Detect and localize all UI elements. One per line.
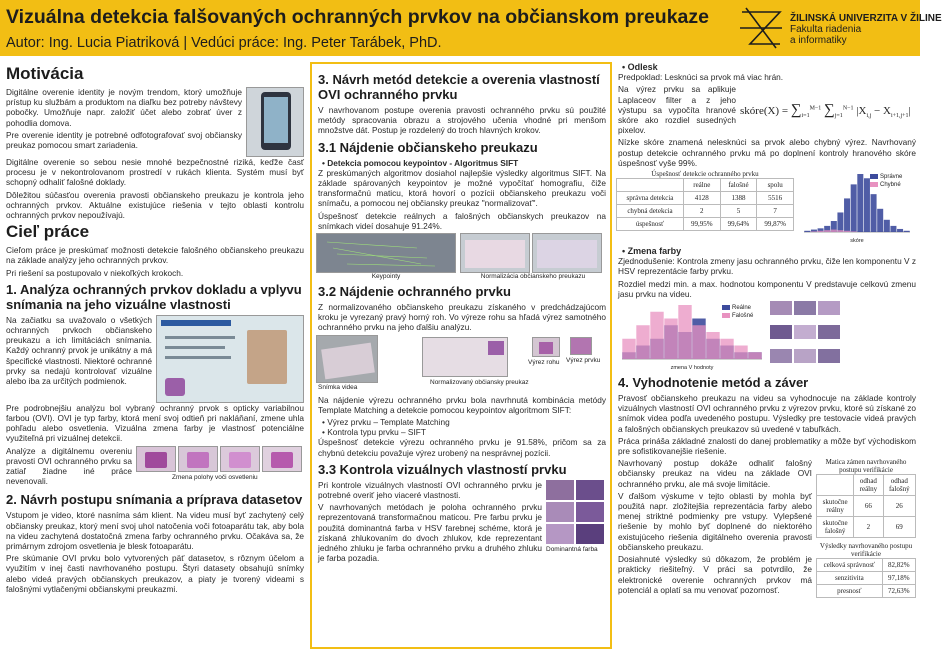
ovi-caption: Zmena polohy voči osvetleniu [172,473,258,481]
matrix-table-title: Matica zámen navrhovaného postupu verifikácie [825,458,907,475]
section-4-paragraph-4: V ďalšom výskume v tejto oblasti by mohla byť použitá napr. zložitejšia reprezentácia farby alebo menej striktné podmienky pre vstupy. Vylepšené riešenie by mohlo byť doplnené do niektorého existujúceho riešenia digitálneho overenia pravosti občianskeho preukazu. [618,490,812,552]
odlesk-table-cell: 5516 [757,192,794,205]
section-3-3-paragraph-1: Pri kontrole vizuálnych vlastností OVI ochranného prvku je potrebné overiť jeho viaceré vlastnosti. [318,479,542,501]
normalized-card-image [422,337,508,377]
ovi-sample-2 [178,446,218,472]
section-3-2-bullet-1: • Výrez prvku – Template Matching [322,417,450,428]
id-card-image [156,315,304,403]
histogram-bar-Správne [844,198,850,232]
section-3-2-paragraph-2: Na nájdenie výrezu ochranného prvku bola navrhnutá kombinácia metódy Template Matching a detekcie pomocou keypointov algoritmom SIFT: [318,394,606,415]
odlesk-table-cell: 7 [757,205,794,218]
zmena-heading: • Zmena farby [622,246,682,257]
histogram-bar-Falošné [650,312,663,359]
element-crop-image [570,337,592,355]
legend-label: Reálne [732,305,752,312]
section-1-paragraph-3: Analýze a digitálnemu overeniu pravosti OVI ochranného prvku sa zatiaľ žiadne iné práce nevenovali. [6,445,132,487]
zmena-sample-8 [794,349,816,363]
histogram-bar-Správne [897,229,903,232]
zmena-sample-1 [770,301,792,315]
section-3-1-heading: 3.1 Nájdenie občianskeho preukazu [318,139,538,155]
section-3-2-bullet-1-text: Výrez prvku – Template Matching [327,417,450,428]
legend-label: Falošné [732,313,754,320]
odlesk-table-cell: 2 [683,205,720,218]
section-3-3-heading: 3.3 Kontrola vizuálnych vlastností prvku [318,461,567,477]
legend-label: Správne [880,174,903,181]
histogram-bar-Správne [890,226,896,232]
ovi-sample-1 [136,446,176,472]
legend-swatch [870,182,878,187]
zmena-sample-3 [818,301,840,315]
odlesk-table-cell: správna detekcia [617,192,684,205]
histogram-bar-Správne [884,220,890,232]
histogram-bar-Chybné [831,230,837,232]
odlesk-table-header-row [617,179,794,192]
zmena-paragraph-2: Rozdiel medzi min. a max. hodnotou komponentu V predstavuje celkovú zmenu jasu prvku na videu. [618,278,916,299]
histogram-bar-Falošné [622,339,635,359]
section-3-1-bullet: • Detekcia pomocou keypointov - Algoritmus SIFT [322,157,519,168]
matrix-table-header-row [817,475,916,496]
legend-swatch [722,305,730,310]
odlesk-table-header-cell: spolu [757,179,794,192]
matrix-table-header-cell: odhad falošný [883,475,915,496]
histogram-bar-Falošné [720,339,733,359]
keypoints-caption: Keypointy [371,273,401,281]
histogram-bar-Falošné [692,325,705,359]
histogram-x-label: zmena V hodnoty [670,365,714,372]
zmena-sample-2 [794,301,816,315]
results-table-cell: 97,18% [882,572,915,585]
ciel-heading: Cieľ práce [6,222,90,242]
zmena-sample-7 [770,349,792,363]
results-table-row [817,585,916,598]
histogram-bar-Chybné [851,231,857,232]
normalization-image-2 [532,233,602,273]
swatch-4 [576,502,604,522]
section-1-paragraph-2: Pre podrobnejšiu analýzu bol vybraný ochranný prvok s opticky variabilnou farbou (OVI). OVI je typ farby, ktorá mení svoj odtieň pri nakláňaní, zmene uhla pohľadu alebo osvetlenia. Vizuálna zmena farby je vlastnosť potenciálne využiteľná pri vizuálnej detekcii. [6,402,304,444]
results-table-title: Výsledky navrhovaného postupu verifikácie [819,542,913,559]
section-4-paragraph-3: Navrhovaný postup dokáže odhaliť falošný občiansky preukaz na videu na základe OVI ochranného prvku, ale má svoje limitácie. [618,458,812,489]
histogram-bar-Falošné [734,346,747,360]
keypoints-lines [317,234,457,274]
histogram-bar-Správne [837,212,843,232]
zmena-sample-grid [770,301,840,371]
zmena-sample-6 [818,325,840,339]
results-table [816,558,916,598]
histogram-bar-Falošné [748,352,761,359]
poster-title: Vizuálna detekcia falšovaných ochranných prvkov na občianskom preukaze [6,6,709,28]
normalization-caption: Normalizácia občianskeho preukazu [480,273,586,281]
section-2-paragraph-2: Pre skúmanie OVI prvku bolo vytvorených päť datasetov, s rôznym účelom a využitím v inej časti navrhovaného postupu. Štyri datasety obsahujú snímky alebo videá pravých občianskych preukazov, a piaty je tvorený videami s falošnými vytlačenými občianskymi preukazmi. [6,553,304,594]
section-2-heading: 2. Návrh postupu snímania a príprava datasetov [6,492,303,508]
zmena-paragraph-1: Zjednodušenie: Kontrola zmeny jasu ochranného prvku, čiže len komponentu V z HSV reprezentácie farby prvku. [618,256,916,277]
swatch-1 [546,480,574,500]
section-3-2-bullet-2-text: Kontrola typu prvku – SIFT [327,427,426,438]
results-table-cell: presnosť [817,585,883,598]
swatch-6 [576,524,604,544]
motivacia-paragraph-1: Digitálne overenie identity je novým trendom, ktorý umožňuje prístup ku službám a produktom na diaľku bez potreby návštevy pobočky. Umožňuje napr. založiť účet alebo zobrať úver z pohodlia domova. [6,87,242,128]
results-table-cell: celková správnosť [817,559,883,572]
element-crop-caption: Výrez prvku [566,356,601,364]
section-3-2-paragraph-1: Z normalizovaného občianskeho preukazu získaného v predchádzajúcom kroku je vyrezaný pravý horný roh. Vo výreze rohu sa hľadá výrez samotného ochranného prvku na jeho ďalšiu analýzu. [318,302,606,333]
normalized-card-caption: Normalizovaný občiansky preukaz [430,378,529,386]
histogram-bar-Chybné [837,230,843,232]
zmena-heading-text: Zmena farby [627,246,682,257]
odlesk-table-cell: 1388 [720,192,757,205]
zmena-sample-5 [794,325,816,339]
histogram-bar-Správne [877,209,883,232]
odlesk-heading-text: Odlesk [627,62,658,72]
section-3-1-paragraph-1: Z preskúmaných algoritmov dosiahol najlepšie výsledky algoritmus SIFT. Na základe spárovaných keypointov je možné vypočítať homografiu, čiže transformačnú maticu, ktorá hovorí o pozícii občianskeho preukazu voči snímaču, a pomocou nej občiansky preukaz "normalizovať". [318,167,606,209]
poster-authors: Autor: Ing. Lucia Piatriková | Vedúci práce: Ing. Peter Tarábek, PhD. [6,35,442,51]
dominant-color-caption: Dominantná farba [546,545,598,553]
motivacia-paragraph-4: Dôležitou súčasťou overenia pravosti občianskeho preukazu je kontrola jeho ochranných prvkov. Aktuálne existujúce riešenia v tejto oblasti kontrolu ochranných prvkov nepoužívajú. [6,189,304,221]
ovi-sample-4 [262,446,302,472]
histogram-bar-Správne [904,231,910,232]
section-3-paragraph: V navrhovanom postupe overenia pravosti ochranného prvku sú použité metódy spracovania obrazu a strojového učenia vhodné pri menšom množstve dát. Postup je rozdelený do troch hlavných krokov. [318,105,606,136]
ciel-paragraph-2: Pri riešení sa postupovalo v niekoľkých krokoch. [6,267,184,278]
phone-scan-image [246,87,304,157]
zmena-sample-9 [818,349,840,363]
swatch-2 [576,480,604,500]
zmena-sample-4 [770,325,792,339]
histogram-x-label: skóre [850,238,864,245]
matrix-table-cell: 2 [854,517,883,538]
confusion-matrix-table [816,474,916,538]
odlesk-paragraph-3: Nízke skóre znamená nelesknúci sa prvok alebo chybný výrez. Navrhovaný postup detekcie ochranného prvku má po doplnení kontroly hranového skóre úspešnosť vyše 99%. [618,137,916,168]
odlesk-table-cell: chybná detekcia [617,205,684,218]
matrix-table-header-cell: odhad reálny [854,475,883,496]
results-table-row [817,572,916,585]
corner-crop-caption: Výrez rohu [528,358,560,366]
section-3-1-bullet-text: Detekcia pomocou keypointov - Algoritmus SIFT [327,157,519,168]
swatch-3 [546,502,574,522]
column-left [4,62,304,649]
ovi-sample-3 [220,446,260,472]
corner-crop-image [532,337,560,357]
histogram-bar-Správne [804,231,810,232]
odlesk-table-row [617,218,794,231]
odlesk-table-row [617,192,794,205]
section-3-heading: 3. Návrh metód detekcie a overenia vlastností OVI ochranného prvku [318,72,600,102]
odlesk-table-row [617,205,794,218]
matrix-table-row [817,517,916,538]
matrix-table-cell: 66 [854,496,883,517]
section-3-2-heading: 3.2 Nájdenie ochranného prvku [318,284,511,300]
matrix-table-cell: skutočne falošný [817,517,854,538]
column-right [616,62,916,649]
histogram-bar-Falošné [636,325,649,359]
ciel-paragraph-1: Cieľom práce je preskúmať možnosti detekcie falošného občianskeho preukazu na základe analýzy jeho ochranných prvkov. [6,245,304,266]
odlesk-table-header-cell [617,179,684,192]
section-3-2-paragraph-3: Úspešnosť detekcie výrezu ochranného prvku je 91.58%, pričom sa za chybnú detekciu považuje výrez urobený na nesprávnej pozícii. [318,437,606,458]
legend-swatch [722,313,730,318]
histogram-bar-Správne [871,194,877,232]
results-table-cell: senzitivita [817,572,883,585]
edge-score-histogram [798,170,914,244]
keypoints-image [316,233,456,273]
edge-score-formula: skóre(X) = $\sum_{i=1}^{M-1}$ $\sum_{j=1}^{N-1}$ $|X_{i,j} - X_{i+1,j+1}|$ [740,102,911,120]
odlesk-table-cell: úspešnosť [617,218,684,231]
histogram-bar-Chybné [844,231,850,232]
odlesk-table-header-cell: reálne [683,179,720,192]
odlesk-table-cell: 4128 [683,192,720,205]
matrix-table-cell: skutočne reálny [817,496,854,517]
video-frame-caption: Snímka videa [318,383,358,391]
odlesk-heading: • Odlesk [622,62,658,72]
faculty-name-line2: a informatiky [790,35,847,46]
university-logo-icon [736,4,786,52]
results-table-cell: 72,63% [882,585,915,598]
normalization-image-1 [460,233,530,273]
section-4-heading: 4. Vyhodnotenie metód a záver [618,375,809,391]
odlesk-table-cell: 99,87% [757,218,794,231]
results-table-cell: 82,82% [882,559,915,572]
histogram-bar-Falošné [678,305,691,359]
odlesk-table [616,178,794,231]
section-4-paragraph-1: Pravosť občianskeho preukazu na videu sa vyhodnocuje na základe kontroly vizuálnych vlastností OVI ochranného prvku z výrezov prvku, ktoré sú získané zo snímok videa podľa uvedeného postupu. Výsledky pre testovacie videá pravých a falošných občianskych preukazov sú uvedené v tabuľkách. [618,393,916,434]
histogram-bar-Falošné [664,319,677,360]
motivacia-paragraph-3: Digitálne overenie so sebou nesie mnohé bezpečnostné riziká, keďže časť procesu je v nekontrolovanom prostredí v rukách klienta. Systém musí byť schopný odhaliť falošné doklady. [6,157,304,188]
dominant-color-swatches [546,480,606,544]
header-bar [0,0,942,56]
histogram-bar-Správne [857,174,863,232]
odlesk-table-title: Úspešnosť detekcie ochranného prvku [651,170,759,179]
matrix-table-row [817,496,916,517]
histogram-bar-Chybné [811,231,817,232]
histogram-bar-Chybné [824,230,830,232]
section-3-1-paragraph-2: Úspešnosť detekcie reálnych a falošných občianskych preukazov na snímkach videí dosahuje 91.24%. [318,210,606,231]
section-3-3-paragraph-2: V navrhovaných metódach je poloha ochranného prvku reprezentovaná transformačnou maticou. Pre farbu prvku je použitá dominantná farba v HSV farebnej schéme, ktorá je získaná zhlukovaním do dvoch zhlukov, kde reprezentant jedného zhluku je farba ochranného prvku a druhého zhluku je farba pozadia. [318,502,542,564]
university-name: ŽILINSKÁ UNIVERZITA V ŽILINE [790,13,942,24]
section-4-paragraph-5: Dosiahnuté výsledky sú dôkazom, že problém je prakticky riešiteľný. V práci sa potvrdilo, že elektronické overenie ochranných prvkov má potenciál a oplatí sa mu venovať pozornosť. [618,554,812,595]
matrix-table-cell: 26 [883,496,915,517]
column-middle [310,62,612,649]
section-4-paragraph-2: Práca prináša základné znalosti do danej problematiky a môže byť východiskom pre sofistikovanejšie riešenie. [618,435,916,457]
matrix-table-cell: 69 [883,517,915,538]
section-3-2-bullet-2: • Kontrola typu prvku – SIFT [322,427,426,438]
motivacia-heading: Motivácia [6,64,84,83]
matrix-table-header-cell [817,475,854,496]
odlesk-paragraph-1: Predpoklad: Lesknúci sa prvok má viac hrán. [618,72,784,83]
histogram-bar-Správne [864,178,870,232]
histogram-bar-Falošné [706,332,719,359]
odlesk-paragraph-2: Na výrez prvku sa aplikuje Laplaceov filter a z jeho výstupu sa vypočíta hranové skóre ako rozdiel susedných pixelov. [618,84,736,136]
video-frame-image [316,335,378,383]
value-change-histogram [616,301,766,371]
odlesk-table-cell: 99,64% [720,218,757,231]
odlesk-table-cell: 99,95% [683,218,720,231]
odlesk-table-header-cell: falošné [720,179,757,192]
results-table-row [817,559,916,572]
motivacia-paragraph-2: Pre overenie identity je potrebné odfotografovať svoj občiansky preukaz pomocou smart zariadenia. [6,129,242,151]
odlesk-table-cell: 5 [720,205,757,218]
swatch-5 [546,524,574,544]
legend-label: Chybné [880,182,901,189]
histogram-bar-Chybné [818,231,824,232]
section-2-paragraph-1: Vstupom je video, ktoré nasníma sám klient. Na videu musí byť zachytený celý občiansky preukaz, ktorý mení svoj uhol natočenia voči fotoaparátu tak, aby bola na videu zachytená dostatočná zmena farby ochranného prvku. Očakáva sa, že primárnym zdrojom osvetlenia je blesk fotoaparátu. [6,510,304,552]
faculty-name-line1: Fakulta riadenia [790,24,862,35]
section-1-heading: 1. Analýza ochranných prvkov dokladu a vplyvu snímania na jeho vizuálne vlastnosti [6,281,302,312]
histogram-bar-Správne [851,184,857,232]
legend-swatch [870,174,878,179]
section-1-paragraph-1: Na začiatku sa uvažovalo o všetkých ochranných prvkoch občianskeho preukazu a ich limitáciách snímania. Každý ochranný prvok je unikátny a má špecifické vlastnosti. Niektoré ochranné prvky sa nedajú kontrolovať vizuálne alebo iba za určitých podmienok. [6,314,152,387]
